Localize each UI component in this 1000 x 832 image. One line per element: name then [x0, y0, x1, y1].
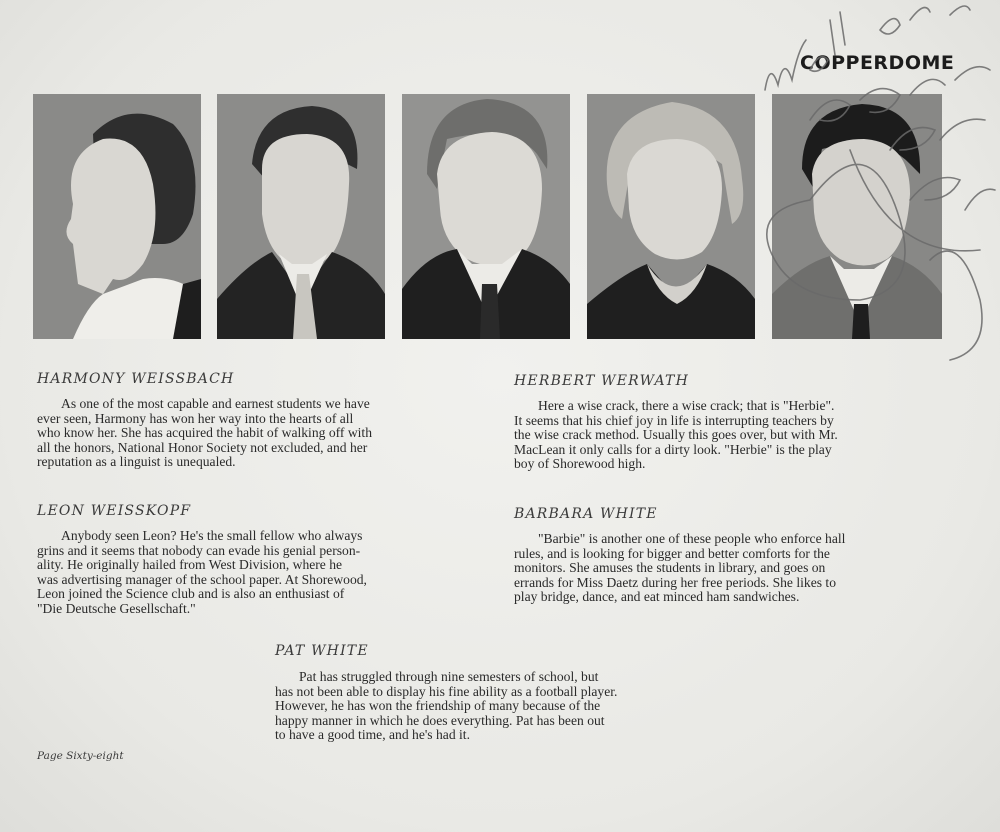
yearbook-title: COPPERDOME	[800, 52, 955, 74]
portrait-pat-white	[772, 94, 942, 339]
text-line: was advertising manager of the school paper. At Shorewood,	[37, 571, 367, 587]
text-line: Here a wise crack, there a wise crack; that is "Herbie".	[538, 398, 835, 413]
entry-name-pat: PAT WHITE	[275, 643, 369, 659]
text-line: reputation as a linguist is unequaled.	[37, 454, 236, 470]
text-line: happy manner in which he does everything. Pat has been out	[275, 712, 605, 728]
text-line: As one of the most capable and earnest students we have	[61, 396, 370, 411]
entry-name-herbert: HERBERT WERWATH	[514, 373, 689, 389]
text-line: errands for Miss Daetz during her free periods. She likes to	[514, 574, 837, 590]
text-line: Anybody seen Leon? He's the small fellow who always	[61, 528, 363, 543]
entry-name-harmony: HARMONY WEISSBACH	[37, 371, 235, 387]
text-line: "Die Deutsche Gesellschaft."	[37, 600, 196, 616]
page-number: Page Sixty-eight	[37, 750, 124, 762]
text-line: rules, and is looking for bigger and better comforts for the	[514, 545, 830, 561]
text-line: "Barbie" is another one of these people who enforce hall	[538, 531, 846, 546]
text-line: who know her. She has acquired the habit of walking off with	[37, 425, 372, 441]
text-line: Pat has struggled through nine semesters of school, but	[299, 669, 599, 684]
text-line: However, he has won the friendship of many because of the	[275, 698, 601, 714]
text-line: monitors. She amuses the students in library, and goes on	[514, 560, 826, 576]
portrait-harmony-weissbach	[33, 94, 201, 339]
text-line: grins and it seems that nobody can evade his genial person-	[37, 542, 361, 558]
text-line: MacLean it only calls for a dirty look. "Herbie" is the play	[514, 441, 832, 457]
text-line: the wise crack method. Usually this goes over, but with Mr.	[514, 427, 838, 443]
portrait-herbert-werwath	[402, 94, 570, 339]
text-line: ever seen, Harmony has won her way into the hearts of all	[37, 410, 354, 426]
text-line: boy of Shorewood high.	[514, 456, 646, 472]
text-line: It seems that his chief joy in life is interrupting teachers by	[514, 412, 834, 428]
entry-name-barbara: BARBARA WHITE	[514, 506, 658, 522]
entry-text-harmony	[37, 397, 372, 470]
portrait-leon-weisskopf	[217, 94, 385, 339]
entry-text-barbara	[514, 532, 845, 605]
entry-name-leon: LEON WEISSKOPF	[37, 503, 192, 519]
text-line: play bridge, dance, and eat minced ham sandwiches.	[514, 589, 800, 605]
text-line: Leon joined the Science club and is also an enthusiast of	[37, 586, 345, 602]
portrait-barbara-white	[587, 94, 755, 339]
entry-text-herbert	[514, 399, 838, 472]
text-line: has not been able to display his fine ability as a football player.	[275, 683, 618, 699]
entry-text-pat	[275, 670, 617, 743]
text-line: all the honors, National Honor Society not excluded, and her	[37, 439, 368, 455]
text-line: ality. He originally hailed from West Division, where he	[37, 557, 343, 573]
entry-text-leon	[37, 529, 367, 617]
text-line: to have a good time, and he's had it.	[275, 727, 470, 743]
